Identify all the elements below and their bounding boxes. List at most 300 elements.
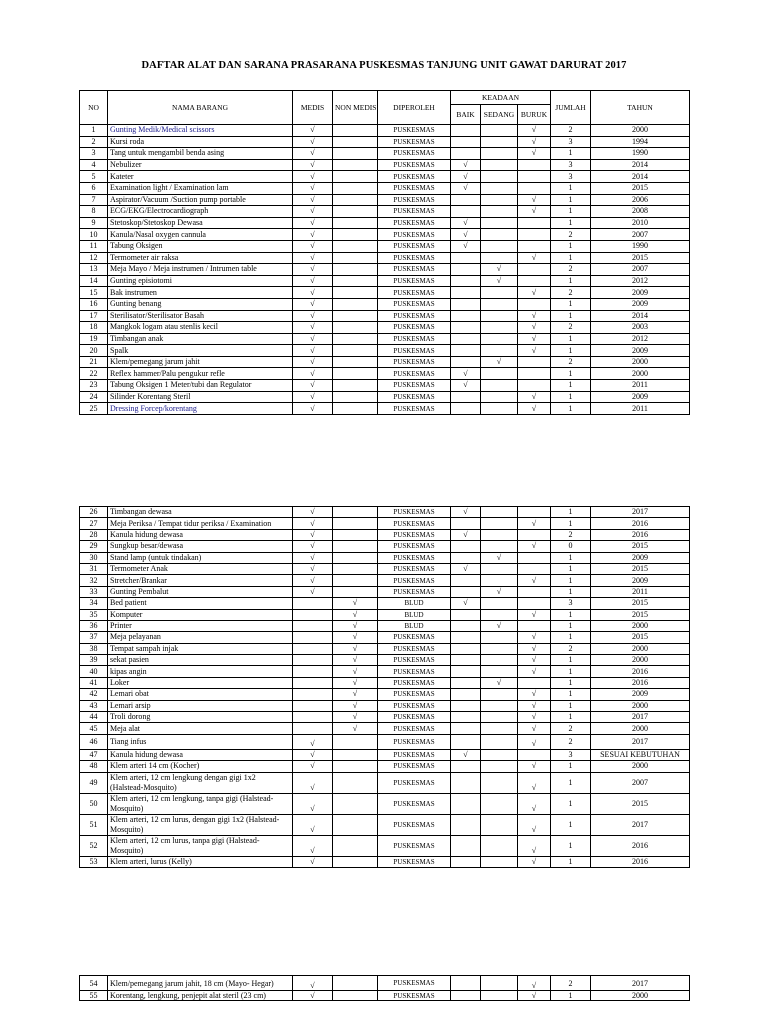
source-cell: PUSKESMAS xyxy=(378,298,451,310)
condition-buruk: √ xyxy=(518,345,551,357)
row-number: 4 xyxy=(80,159,108,171)
quantity-cell: 1 xyxy=(551,194,591,206)
year-cell: 2007 xyxy=(591,264,690,276)
medis-check xyxy=(293,655,333,666)
condition-buruk: √ xyxy=(518,575,551,586)
condition-buruk xyxy=(518,552,551,563)
item-name: Gunting Pembalut xyxy=(108,586,293,597)
row-number: 16 xyxy=(80,298,108,310)
row-number: 18 xyxy=(80,322,108,334)
condition-buruk: √ xyxy=(518,333,551,345)
header-no: NO xyxy=(80,91,108,125)
condition-buruk xyxy=(518,229,551,241)
medis-check: √ xyxy=(293,171,333,183)
medis-check: √ xyxy=(293,734,333,749)
medis-check xyxy=(293,689,333,700)
item-name: ECG/EKG/Electrocardiograph xyxy=(108,206,293,218)
non-medis-check xyxy=(333,772,378,793)
source-cell: PUSKESMAS xyxy=(378,333,451,345)
year-cell: 2015 xyxy=(591,632,690,643)
non-medis-check xyxy=(333,793,378,814)
row-number: 39 xyxy=(80,655,108,666)
row-number: 37 xyxy=(80,632,108,643)
row-number: 54 xyxy=(80,976,108,991)
row-number: 8 xyxy=(80,206,108,218)
table-row xyxy=(80,734,690,749)
condition-buruk xyxy=(518,171,551,183)
condition-baik: √ xyxy=(451,182,481,194)
item-name: sekat pasien xyxy=(108,655,293,666)
non-medis-check xyxy=(333,136,378,148)
condition-baik xyxy=(451,298,481,310)
condition-buruk: √ xyxy=(518,643,551,654)
condition-buruk: √ xyxy=(518,310,551,322)
condition-buruk: √ xyxy=(518,287,551,299)
row-number: 19 xyxy=(80,333,108,345)
quantity-cell: 0 xyxy=(551,541,591,552)
condition-baik: √ xyxy=(451,217,481,229)
condition-buruk: √ xyxy=(518,723,551,734)
medis-check: √ xyxy=(293,298,333,310)
condition-buruk: √ xyxy=(518,632,551,643)
row-number: 47 xyxy=(80,749,108,760)
source-cell: PUSKESMAS xyxy=(378,518,451,529)
quantity-cell: 2 xyxy=(551,287,591,299)
non-medis-check xyxy=(333,856,378,867)
year-cell: 2009 xyxy=(591,287,690,299)
condition-sedang xyxy=(481,666,518,677)
quantity-cell: 1 xyxy=(551,148,591,160)
year-cell: 2016 xyxy=(591,835,690,856)
quantity-cell: 1 xyxy=(551,380,591,392)
quantity-cell: 1 xyxy=(551,700,591,711)
medis-check: √ xyxy=(293,761,333,772)
medis-check: √ xyxy=(293,264,333,276)
row-number: 51 xyxy=(80,814,108,835)
year-cell: 2015 xyxy=(591,541,690,552)
source-cell: PUSKESMAS xyxy=(378,217,451,229)
row-number: 28 xyxy=(80,529,108,540)
condition-buruk: √ xyxy=(518,689,551,700)
quantity-cell: 1 xyxy=(551,814,591,835)
quantity-cell: 2 xyxy=(551,643,591,654)
medis-check: √ xyxy=(293,518,333,529)
year-cell: SESUAI KEBUTUHAN xyxy=(591,749,690,760)
quantity-cell: 1 xyxy=(551,206,591,218)
medis-check xyxy=(293,712,333,723)
condition-sedang xyxy=(481,148,518,160)
condition-buruk xyxy=(518,182,551,194)
non-medis-check xyxy=(333,322,378,334)
quantity-cell: 3 xyxy=(551,749,591,760)
inventory-table-part-2 xyxy=(79,506,690,868)
source-cell: PUSKESMAS xyxy=(378,793,451,814)
non-medis-check xyxy=(333,976,378,991)
condition-baik xyxy=(451,689,481,700)
condition-baik xyxy=(451,264,481,276)
header-diperoleh: DIPEROLEH xyxy=(378,91,451,125)
quantity-cell: 1 xyxy=(551,991,591,1001)
non-medis-check xyxy=(333,552,378,563)
source-cell: PUSKESMAS xyxy=(378,194,451,206)
condition-buruk: √ xyxy=(518,734,551,749)
medis-check: √ xyxy=(293,356,333,368)
table-row xyxy=(80,563,690,574)
condition-baik xyxy=(451,666,481,677)
condition-sedang xyxy=(481,609,518,620)
item-name: Kanula hidung dewasa xyxy=(108,749,293,760)
quantity-cell: 2 xyxy=(551,723,591,734)
condition-buruk: √ xyxy=(518,976,551,991)
item-name: Gunting benang xyxy=(108,298,293,310)
table-row xyxy=(80,586,690,597)
non-medis-check xyxy=(333,287,378,299)
row-number: 46 xyxy=(80,734,108,749)
table-row xyxy=(80,835,690,856)
non-medis-check xyxy=(333,563,378,574)
medis-check: √ xyxy=(293,182,333,194)
item-name: Examination light / Examination lam xyxy=(108,182,293,194)
row-number: 9 xyxy=(80,217,108,229)
source-cell: PUSKESMAS xyxy=(378,632,451,643)
condition-buruk: √ xyxy=(518,403,551,415)
medis-check: √ xyxy=(293,136,333,148)
non-medis-check xyxy=(333,264,378,276)
condition-baik xyxy=(451,518,481,529)
year-cell: 2000 xyxy=(591,643,690,654)
row-number: 32 xyxy=(80,575,108,586)
condition-baik: √ xyxy=(451,563,481,574)
year-cell: 2010 xyxy=(591,217,690,229)
row-number: 26 xyxy=(80,507,108,518)
condition-baik: √ xyxy=(451,749,481,760)
condition-buruk xyxy=(518,749,551,760)
row-number: 25 xyxy=(80,403,108,415)
condition-buruk: √ xyxy=(518,835,551,856)
document-title: DAFTAR ALAT DAN SARANA PRASARANA PUSKESMAS TANJUNG UNIT GAWAT DARURAT 2017 xyxy=(141,60,627,71)
medis-check xyxy=(293,666,333,677)
quantity-cell: 1 xyxy=(551,689,591,700)
year-cell: 2015 xyxy=(591,182,690,194)
medis-check: √ xyxy=(293,229,333,241)
item-name: Klem arteri, 12 cm lurus, dengan gigi 1x2 (Halstead-Mosquito) xyxy=(108,814,293,835)
item-name: Tiang infus xyxy=(108,734,293,749)
medis-check: √ xyxy=(293,563,333,574)
year-cell: 2015 xyxy=(591,563,690,574)
table-row xyxy=(80,206,690,218)
medis-check: √ xyxy=(293,749,333,760)
condition-baik xyxy=(451,310,481,322)
row-number: 40 xyxy=(80,666,108,677)
source-cell: PUSKESMAS xyxy=(378,835,451,856)
table-row xyxy=(80,552,690,563)
condition-baik: √ xyxy=(451,368,481,380)
medis-check: √ xyxy=(293,529,333,540)
quantity-cell: 2 xyxy=(551,356,591,368)
condition-baik xyxy=(451,620,481,631)
condition-sedang xyxy=(481,976,518,991)
condition-buruk: √ xyxy=(518,712,551,723)
condition-buruk xyxy=(518,275,551,287)
source-cell: PUSKESMAS xyxy=(378,159,451,171)
condition-baik xyxy=(451,333,481,345)
condition-buruk: √ xyxy=(518,125,551,137)
header-buruk: BURUK xyxy=(518,105,551,125)
source-cell: PUSKESMAS xyxy=(378,563,451,574)
table-row xyxy=(80,356,690,368)
non-medis-check xyxy=(333,734,378,749)
condition-sedang xyxy=(481,171,518,183)
medis-check xyxy=(293,700,333,711)
year-cell: 2000 xyxy=(591,655,690,666)
row-number: 27 xyxy=(80,518,108,529)
condition-sedang: √ xyxy=(481,677,518,688)
header-medis: MEDIS xyxy=(293,91,333,125)
table-row xyxy=(80,345,690,357)
year-cell: 2016 xyxy=(591,518,690,529)
non-medis-check xyxy=(333,814,378,835)
quantity-cell: 1 xyxy=(551,655,591,666)
table-row xyxy=(80,976,690,991)
medis-check: √ xyxy=(293,287,333,299)
condition-baik: √ xyxy=(451,229,481,241)
condition-buruk xyxy=(518,507,551,518)
non-medis-check xyxy=(333,275,378,287)
table-row xyxy=(80,298,690,310)
item-name: Tang untuk mengambil benda asing xyxy=(108,148,293,160)
table-row xyxy=(80,287,690,299)
non-medis-check xyxy=(333,835,378,856)
medis-check: √ xyxy=(293,586,333,597)
non-medis-check xyxy=(333,749,378,760)
condition-baik xyxy=(451,655,481,666)
medis-check: √ xyxy=(293,772,333,793)
condition-buruk xyxy=(518,264,551,276)
non-medis-check xyxy=(333,125,378,137)
row-number: 1 xyxy=(80,125,108,137)
condition-buruk: √ xyxy=(518,148,551,160)
source-cell: PUSKESMAS xyxy=(378,772,451,793)
item-name: Klem arteri, 12 cm lurus, tanpa gigi (Halstead-Mosquito) xyxy=(108,835,293,856)
item-name: Komputer xyxy=(108,609,293,620)
year-cell: 2016 xyxy=(591,529,690,540)
medis-check: √ xyxy=(293,252,333,264)
source-cell: PUSKESMAS xyxy=(378,666,451,677)
item-name: Stetoskop/Stetoskop Dewasa xyxy=(108,217,293,229)
year-cell: 2017 xyxy=(591,507,690,518)
item-name: Kanula/Nasal oxygen cannula xyxy=(108,229,293,241)
condition-baik xyxy=(451,403,481,415)
source-cell: PUSKESMAS xyxy=(378,380,451,392)
year-cell: 2017 xyxy=(591,814,690,835)
row-number: 48 xyxy=(80,761,108,772)
condition-buruk: √ xyxy=(518,194,551,206)
year-cell: 2015 xyxy=(591,793,690,814)
medis-check: √ xyxy=(293,206,333,218)
source-cell: PUSKESMAS xyxy=(378,712,451,723)
medis-check xyxy=(293,609,333,620)
source-cell: PUSKESMAS xyxy=(378,655,451,666)
year-cell: 2009 xyxy=(591,689,690,700)
condition-buruk xyxy=(518,217,551,229)
condition-sedang xyxy=(481,761,518,772)
condition-buruk: √ xyxy=(518,761,551,772)
item-name: Klem arteri, 12 cm lengkung, tanpa gigi (Halstead-Mosquito) xyxy=(108,793,293,814)
source-cell: PUSKESMAS xyxy=(378,734,451,749)
medis-check: √ xyxy=(293,575,333,586)
medis-check: √ xyxy=(293,541,333,552)
condition-sedang xyxy=(481,632,518,643)
condition-baik xyxy=(451,761,481,772)
condition-baik xyxy=(451,575,481,586)
quantity-cell: 1 xyxy=(551,609,591,620)
item-name: Termometer air raksa xyxy=(108,252,293,264)
table-row xyxy=(80,609,690,620)
quantity-cell: 1 xyxy=(551,182,591,194)
year-cell: 2014 xyxy=(591,310,690,322)
source-cell: PUSKESMAS xyxy=(378,287,451,299)
non-medis-check xyxy=(333,252,378,264)
non-medis-check: √ xyxy=(333,677,378,688)
year-cell: 2017 xyxy=(591,976,690,991)
row-number: 12 xyxy=(80,252,108,264)
row-number: 14 xyxy=(80,275,108,287)
source-cell: PUSKESMAS xyxy=(378,403,451,415)
source-cell: PUSKESMAS xyxy=(378,991,451,1001)
source-cell: PUSKESMAS xyxy=(378,264,451,276)
non-medis-check: √ xyxy=(333,666,378,677)
non-medis-check xyxy=(333,182,378,194)
quantity-cell: 1 xyxy=(551,793,591,814)
non-medis-check xyxy=(333,206,378,218)
source-cell: PUSKESMAS xyxy=(378,643,451,654)
table-row xyxy=(80,322,690,334)
quantity-cell: 3 xyxy=(551,171,591,183)
source-cell: PUSKESMAS xyxy=(378,206,451,218)
non-medis-check xyxy=(333,310,378,322)
condition-sedang xyxy=(481,723,518,734)
condition-baik xyxy=(451,586,481,597)
condition-sedang xyxy=(481,136,518,148)
quantity-cell: 3 xyxy=(551,159,591,171)
table-row xyxy=(80,655,690,666)
condition-sedang xyxy=(481,252,518,264)
condition-buruk: √ xyxy=(518,856,551,867)
medis-check xyxy=(293,677,333,688)
source-cell: PUSKESMAS xyxy=(378,529,451,540)
medis-check: √ xyxy=(293,976,333,991)
row-number: 55 xyxy=(80,991,108,1001)
condition-baik xyxy=(451,345,481,357)
non-medis-check: √ xyxy=(333,620,378,631)
header-sedang: SEDANG xyxy=(481,105,518,125)
year-cell: 2000 xyxy=(591,368,690,380)
item-name: Klem/pemegang jarum jahit, 18 cm (Mayo- Hegar) xyxy=(108,976,293,991)
medis-check: √ xyxy=(293,507,333,518)
year-cell: 2016 xyxy=(591,666,690,677)
quantity-cell: 2 xyxy=(551,322,591,334)
non-medis-check xyxy=(333,356,378,368)
row-number: 24 xyxy=(80,391,108,403)
table-row xyxy=(80,310,690,322)
quantity-cell: 3 xyxy=(551,598,591,609)
row-number: 22 xyxy=(80,368,108,380)
condition-buruk xyxy=(518,563,551,574)
condition-buruk: √ xyxy=(518,655,551,666)
table-row xyxy=(80,182,690,194)
quantity-cell: 1 xyxy=(551,518,591,529)
quantity-cell: 1 xyxy=(551,298,591,310)
condition-buruk xyxy=(518,380,551,392)
source-cell: PUSKESMAS xyxy=(378,252,451,264)
condition-baik xyxy=(451,772,481,793)
non-medis-check: √ xyxy=(333,712,378,723)
non-medis-check xyxy=(333,345,378,357)
condition-buruk: √ xyxy=(518,666,551,677)
quantity-cell: 1 xyxy=(551,856,591,867)
medis-check xyxy=(293,598,333,609)
condition-buruk: √ xyxy=(518,518,551,529)
medis-check xyxy=(293,632,333,643)
medis-check: √ xyxy=(293,310,333,322)
condition-baik xyxy=(451,700,481,711)
source-cell: PUSKESMAS xyxy=(378,723,451,734)
condition-buruk xyxy=(518,598,551,609)
condition-sedang xyxy=(481,403,518,415)
condition-baik: √ xyxy=(451,159,481,171)
condition-sedang: √ xyxy=(481,620,518,631)
condition-buruk: √ xyxy=(518,793,551,814)
row-number: 33 xyxy=(80,586,108,597)
quantity-cell: 1 xyxy=(551,620,591,631)
item-name: Sungkup besar/dewasa xyxy=(108,541,293,552)
table-row xyxy=(80,761,690,772)
source-cell: PUSKESMAS xyxy=(378,125,451,137)
condition-sedang xyxy=(481,689,518,700)
item-name: Printer xyxy=(108,620,293,631)
quantity-cell: 1 xyxy=(551,552,591,563)
medis-check: √ xyxy=(293,240,333,252)
item-name: Lemari arsip xyxy=(108,700,293,711)
condition-baik xyxy=(451,322,481,334)
item-name: Tempat sampah injak xyxy=(108,643,293,654)
medis-check xyxy=(293,723,333,734)
quantity-cell: 1 xyxy=(551,761,591,772)
quantity-cell: 2 xyxy=(551,734,591,749)
year-cell: 2006 xyxy=(591,194,690,206)
non-medis-check: √ xyxy=(333,655,378,666)
row-number: 11 xyxy=(80,240,108,252)
condition-buruk: √ xyxy=(518,252,551,264)
condition-sedang: √ xyxy=(481,586,518,597)
condition-sedang xyxy=(481,856,518,867)
medis-check: √ xyxy=(293,380,333,392)
condition-baik xyxy=(451,856,481,867)
year-cell: 2007 xyxy=(591,229,690,241)
condition-sedang xyxy=(481,598,518,609)
source-cell: PUSKESMAS xyxy=(378,240,451,252)
condition-baik: √ xyxy=(451,507,481,518)
year-cell: 2000 xyxy=(591,125,690,137)
condition-sedang xyxy=(481,322,518,334)
item-name: Klem/pemegang jarum jahit xyxy=(108,356,293,368)
medis-check: √ xyxy=(293,148,333,160)
source-cell: PUSKESMAS xyxy=(378,749,451,760)
source-cell: PUSKESMAS xyxy=(378,171,451,183)
row-number: 38 xyxy=(80,643,108,654)
row-number: 23 xyxy=(80,380,108,392)
source-cell: PUSKESMAS xyxy=(378,275,451,287)
